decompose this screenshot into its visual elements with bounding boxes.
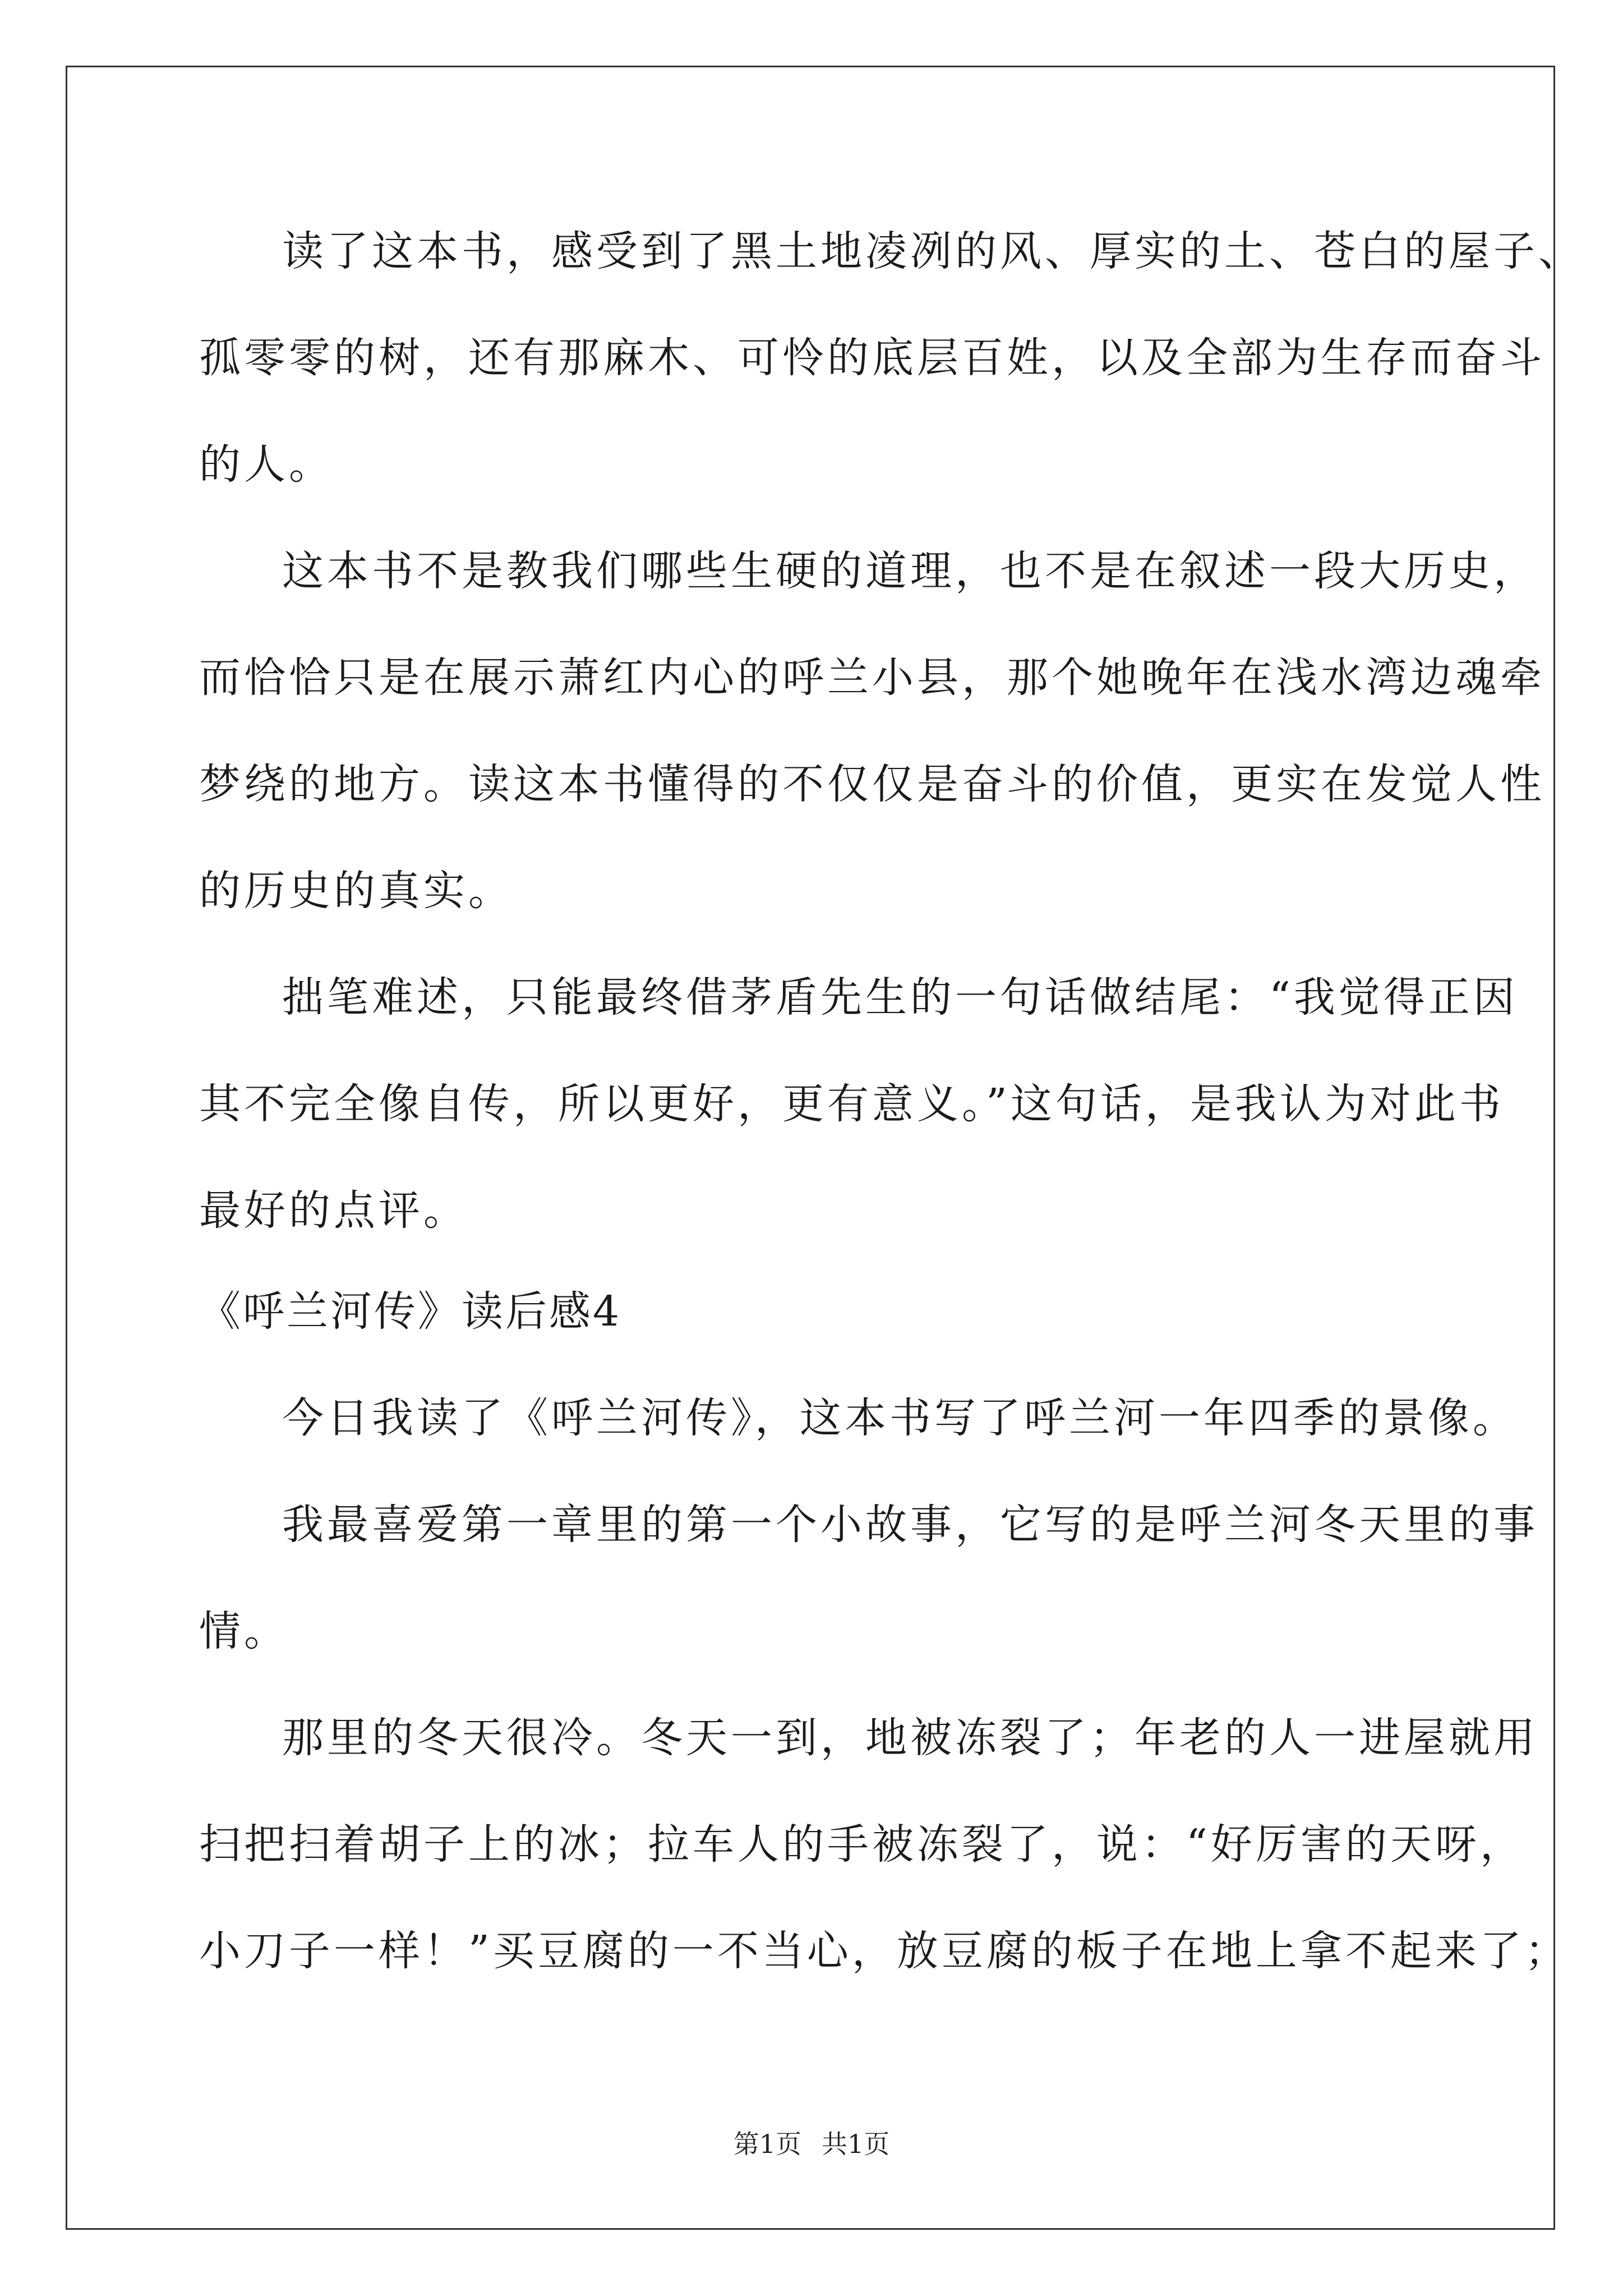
paragraph-line: 情。: [199, 1607, 289, 1655]
paragraph-line: 其不完全像自传，所以更好，更有意义。”这句话，是我认为对此书: [199, 1080, 1504, 1128]
paragraph-line: 拙笔难述，只能最终借茅盾先生的一句话做结尾：“我觉得正因: [282, 973, 1518, 1022]
paragraph-line: 这本书不是教我们哪些生硬的道理，也不是在叙述一段大历史，: [282, 547, 1538, 595]
paragraph-line: 我最喜爱第一章里的第一个小故事，它写的是呼兰河冬天里的事: [282, 1501, 1538, 1549]
paragraph-line: 孤零零的树，还有那麻木、可怜的底层百姓，以及全部为生存而奋斗: [199, 334, 1545, 382]
paragraph-line: 读了这本书，感受到了黑土地凌冽的风、厚实的土、苍白的屋子、: [282, 227, 1583, 275]
paragraph-line: 最好的点评。: [199, 1186, 468, 1235]
paragraph-line: 的历史的真实。: [199, 867, 513, 915]
page-border: [66, 66, 1555, 2230]
paragraph-line: 扫把扫着胡子上的冰；拉车人的手被冻裂了，说：“好厉害的天呀，: [199, 1820, 1525, 1869]
page-footer: [0, 2128, 1623, 2160]
page-total: 共1页: [822, 2129, 890, 2159]
section-heading: 《呼兰河传》读后感4: [199, 1287, 622, 1336]
page-number: 第1页: [733, 2129, 801, 2159]
paragraph-line: 今日我读了《呼兰河传》，这本书写了呼兰河一年四季的景像。: [282, 1394, 1518, 1442]
paragraph-line: 梦绕的地方。读这本书懂得的不仅仅是奋斗的价值，更实在发觉人性: [199, 760, 1545, 808]
paragraph-line: 那里的冬天很冷。冬天一到，地被冻裂了；年老的人一进屋就用: [282, 1714, 1538, 1762]
paragraph-line: 小刀子一样！”买豆腐的一不当心，放豆腐的板子在地上拿不起来了；: [199, 1927, 1570, 1975]
paragraph-line: 的人。: [199, 440, 334, 489]
paragraph-line: 而恰恰只是在展示萧红内心的呼兰小县，那个她晚年在浅水湾边魂牵: [199, 654, 1545, 702]
